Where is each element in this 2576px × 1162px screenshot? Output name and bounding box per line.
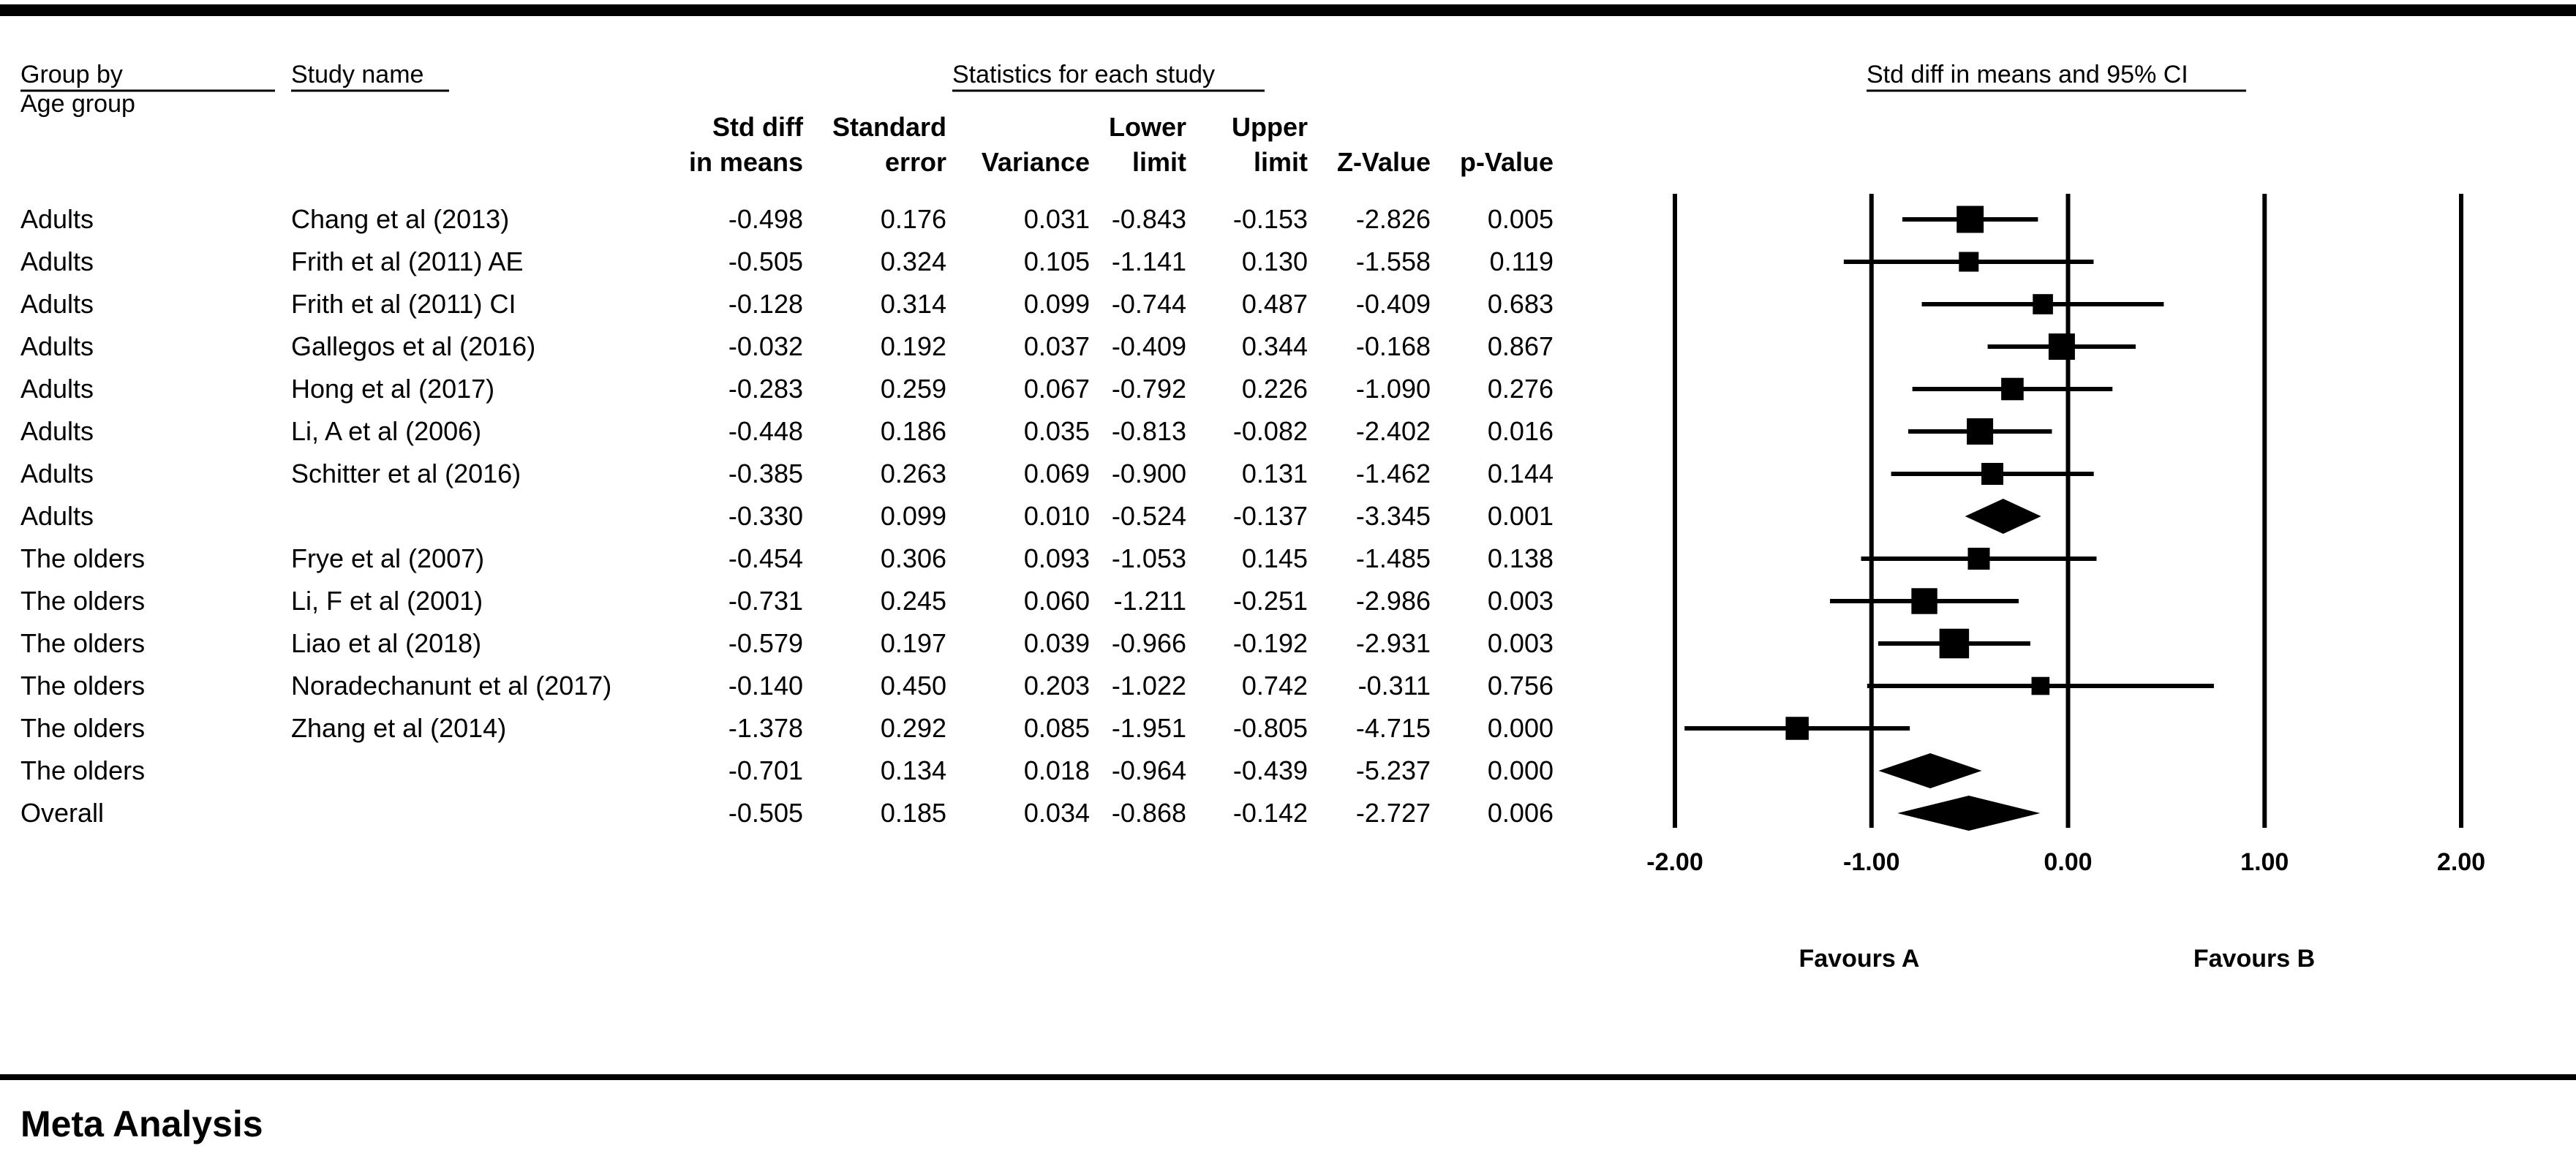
row-smd: -0.731: [728, 586, 803, 616]
row-var: 0.039: [1023, 628, 1090, 658]
row-var: 0.105: [1023, 246, 1090, 276]
row-var: 0.085: [1023, 713, 1090, 743]
row-se: 0.245: [880, 586, 946, 616]
row-lower: -0.966: [1111, 628, 1186, 658]
x-tick-label: -1.00: [1843, 848, 1900, 876]
row-upper: -0.142: [1232, 798, 1308, 828]
col-header-z-line2: Z-Value: [1336, 147, 1431, 177]
row-p: 0.006: [1487, 798, 1553, 828]
row-upper: -0.153: [1232, 204, 1308, 234]
row-z: -2.826: [1355, 204, 1431, 234]
row-study-name: Schitter et al (2016): [291, 459, 521, 488]
table-row: [20, 543, 1553, 573]
row-z: -1.485: [1355, 543, 1431, 573]
row-p: 0.000: [1487, 755, 1553, 785]
row-p: 0.276: [1487, 374, 1553, 404]
row-se: 0.186: [880, 416, 946, 446]
row-smd: -0.505: [728, 798, 803, 828]
summary-diamond: [1965, 499, 2041, 534]
row-smd: -0.128: [728, 289, 803, 319]
row-group: Adults: [20, 416, 94, 446]
col-header-se-line2: error: [884, 147, 946, 177]
row-lower: -1.053: [1111, 543, 1186, 573]
point-estimate-square: [1911, 588, 1937, 614]
row-group: The olders: [20, 586, 146, 616]
row-z: -1.462: [1355, 459, 1431, 488]
row-upper: 0.131: [1241, 459, 1308, 488]
point-estimate-square: [2032, 677, 2050, 695]
row-se: 0.324: [880, 246, 946, 276]
row-upper: 0.226: [1241, 374, 1308, 404]
x-tick-label: 2.00: [2436, 848, 2486, 876]
table-row: [20, 501, 1553, 531]
row-upper: -0.137: [1232, 501, 1308, 531]
row-var: 0.067: [1023, 374, 1090, 404]
row-study-name: Li, F et al (2001): [291, 586, 483, 616]
row-lower: -0.409: [1111, 331, 1186, 361]
row-smd: -0.701: [728, 755, 803, 785]
row-upper: -0.082: [1232, 416, 1308, 446]
row-z: -0.311: [1357, 671, 1431, 701]
row-z: -1.090: [1355, 374, 1431, 404]
row-upper: 0.145: [1241, 543, 1308, 573]
row-study-name: Zhang et al (2014): [291, 713, 507, 743]
table-row: [20, 331, 1553, 361]
row-lower: -1.022: [1111, 671, 1186, 701]
point-estimate-square: [2001, 378, 2024, 401]
row-smd: -0.283: [728, 374, 803, 404]
row-se: 0.450: [880, 671, 946, 701]
row-var: 0.035: [1023, 416, 1090, 446]
row-smd: -0.505: [728, 246, 803, 276]
row-upper: 0.130: [1241, 246, 1308, 276]
column-headers: [689, 112, 1553, 177]
row-se: 0.292: [880, 713, 946, 743]
col-header-p-line2: p-Value: [1459, 147, 1553, 177]
plot-marks: [1684, 206, 2214, 831]
row-smd: -0.448: [728, 416, 803, 446]
row-group: Adults: [20, 374, 94, 404]
table-row: [20, 289, 1553, 319]
point-estimate-square: [2033, 294, 2053, 314]
row-upper: 0.742: [1241, 671, 1308, 701]
row-var: 0.069: [1023, 459, 1090, 488]
row-study-name: Chang et al (2013): [291, 204, 510, 234]
col-header-smd-line1: Std diff: [712, 112, 803, 142]
table-row: [20, 671, 1553, 701]
row-group: Adults: [20, 246, 94, 276]
row-se: 0.259: [880, 374, 946, 404]
row-p: 0.138: [1487, 543, 1553, 573]
table-row: [20, 755, 1553, 785]
summary-diamond: [1897, 796, 2040, 831]
bottom-rule: [0, 1074, 2576, 1080]
row-upper: -0.805: [1232, 713, 1308, 743]
row-upper: -0.439: [1232, 755, 1308, 785]
table-row: [20, 204, 1553, 234]
row-study-name: Li, A et al (2006): [291, 416, 482, 446]
row-study-name: Liao et al (2018): [291, 628, 482, 658]
row-p: 0.119: [1489, 246, 1553, 276]
age-group-header: Age group: [20, 90, 135, 118]
col-header-upper-line1: Upper: [1231, 112, 1308, 142]
row-group: The olders: [20, 671, 146, 701]
row-se: 0.306: [880, 543, 946, 573]
row-se: 0.192: [880, 331, 946, 361]
row-var: 0.203: [1023, 671, 1090, 701]
plot-header: Std diff in means and 95% CI: [1867, 61, 2188, 88]
row-z: -0.168: [1355, 331, 1431, 361]
group-by-header: Group by: [20, 61, 123, 88]
row-var: 0.099: [1023, 289, 1090, 319]
row-z: -0.409: [1355, 289, 1431, 319]
col-header-upper-line2: limit: [1253, 147, 1308, 177]
point-estimate-square: [1957, 206, 1984, 233]
row-p: 0.003: [1487, 628, 1553, 658]
row-group: The olders: [20, 713, 146, 743]
row-group: The olders: [20, 755, 146, 785]
row-var: 0.031: [1023, 204, 1090, 234]
summary-diamond: [1878, 753, 1981, 788]
row-study-name: Hong et al (2017): [291, 374, 495, 404]
row-smd: -0.140: [728, 671, 803, 701]
study-name-header: Study name: [291, 61, 424, 88]
row-group: The olders: [20, 543, 146, 573]
point-estimate-square: [1981, 463, 2003, 485]
row-var: 0.010: [1023, 501, 1090, 531]
row-group: Overall: [20, 798, 105, 828]
row-var: 0.034: [1023, 798, 1090, 828]
table-row: [20, 798, 1553, 828]
table-rows: [20, 204, 1553, 828]
table-row: [20, 374, 1553, 404]
col-header-lower-line2: limit: [1131, 147, 1186, 177]
row-upper: 0.487: [1241, 289, 1308, 319]
row-var: 0.093: [1023, 543, 1090, 573]
row-var: 0.037: [1023, 331, 1090, 361]
point-estimate-square: [2049, 333, 2075, 360]
row-group: Adults: [20, 289, 94, 319]
col-header-lower-line1: Lower: [1108, 112, 1186, 142]
table-row: [20, 713, 1553, 743]
row-p: 0.003: [1487, 586, 1553, 616]
row-p: 0.756: [1487, 671, 1553, 701]
row-smd: -0.454: [728, 543, 803, 573]
row-study-name: Frith et al (2011) AE: [291, 246, 524, 276]
plot-axis-ticks: [1646, 848, 2485, 876]
row-lower: -0.744: [1111, 289, 1186, 319]
point-estimate-square: [1785, 717, 1809, 740]
row-group: Adults: [20, 501, 94, 531]
row-var: 0.060: [1023, 586, 1090, 616]
favours-b-label: Favours B: [2193, 945, 2316, 973]
row-smd: -0.579: [728, 628, 803, 658]
table-row: [20, 628, 1553, 658]
row-z: -2.402: [1355, 416, 1431, 446]
row-group: The olders: [20, 628, 146, 658]
favours-a-label: Favours A: [1799, 945, 1920, 973]
row-lower: -0.843: [1111, 204, 1186, 234]
row-z: -2.931: [1355, 628, 1431, 658]
row-smd: -0.330: [728, 501, 803, 531]
row-lower: -1.951: [1111, 713, 1186, 743]
row-upper: -0.192: [1232, 628, 1308, 658]
row-var: 0.018: [1023, 755, 1090, 785]
col-header-se-line1: Standard: [832, 112, 946, 142]
row-smd: -0.385: [728, 459, 803, 488]
row-se: 0.176: [880, 204, 946, 234]
row-se: 0.197: [880, 628, 946, 658]
row-se: 0.185: [880, 798, 946, 828]
x-tick-label: -2.00: [1646, 848, 1703, 876]
row-z: -4.715: [1355, 713, 1431, 743]
row-group: Adults: [20, 459, 94, 488]
row-smd: -1.378: [728, 713, 803, 743]
row-p: 0.144: [1487, 459, 1553, 488]
row-se: 0.263: [880, 459, 946, 488]
row-z: -5.237: [1355, 755, 1431, 785]
meta-analysis-title: Meta Analysis: [20, 1103, 263, 1144]
row-lower: -0.964: [1111, 755, 1186, 785]
row-z: -3.345: [1355, 501, 1431, 531]
point-estimate-square: [1967, 548, 1989, 570]
row-p: 0.005: [1487, 204, 1553, 234]
row-group: Adults: [20, 204, 94, 234]
point-estimate-square: [1967, 418, 1993, 445]
table-row: [20, 416, 1553, 446]
stats-header: Statistics for each study: [952, 61, 1216, 88]
row-z: -2.727: [1355, 798, 1431, 828]
row-se: 0.314: [880, 289, 946, 319]
row-lower: -0.900: [1111, 459, 1186, 488]
row-p: 0.000: [1487, 713, 1553, 743]
row-z: -1.558: [1355, 246, 1431, 276]
row-p: 0.016: [1487, 416, 1553, 446]
row-upper: -0.251: [1232, 586, 1308, 616]
row-p: 0.683: [1487, 289, 1553, 319]
table-row: [20, 459, 1553, 488]
row-upper: 0.344: [1241, 331, 1308, 361]
x-tick-label: 0.00: [2044, 848, 2093, 876]
row-study-name: Frith et al (2011) CI: [291, 289, 516, 319]
row-lower: -0.813: [1111, 416, 1186, 446]
row-p: 0.001: [1487, 501, 1553, 531]
row-se: 0.099: [880, 501, 946, 531]
row-z: -2.986: [1355, 586, 1431, 616]
row-lower: -1.211: [1113, 586, 1186, 616]
table-row: [20, 246, 1553, 276]
row-study-name: Noradechanunt et al (2017): [291, 671, 612, 701]
col-header-var-line2: Variance: [981, 147, 1090, 177]
row-se: 0.134: [880, 755, 946, 785]
point-estimate-square: [1940, 629, 1970, 659]
row-lower: -0.868: [1111, 798, 1186, 828]
row-group: Adults: [20, 331, 94, 361]
col-header-smd-line2: in means: [688, 147, 803, 177]
row-lower: -0.792: [1111, 374, 1186, 404]
table-row: [20, 586, 1553, 616]
row-smd: -0.498: [728, 204, 803, 234]
point-estimate-square: [1959, 252, 1978, 272]
row-smd: -0.032: [728, 331, 803, 361]
row-lower: -0.524: [1111, 501, 1186, 531]
row-lower: -1.141: [1111, 246, 1186, 276]
row-study-name: Gallegos et al (2016): [291, 331, 536, 361]
row-study-name: Frye et al (2007): [291, 543, 485, 573]
x-tick-label: 1.00: [2240, 848, 2289, 876]
row-p: 0.867: [1487, 331, 1553, 361]
